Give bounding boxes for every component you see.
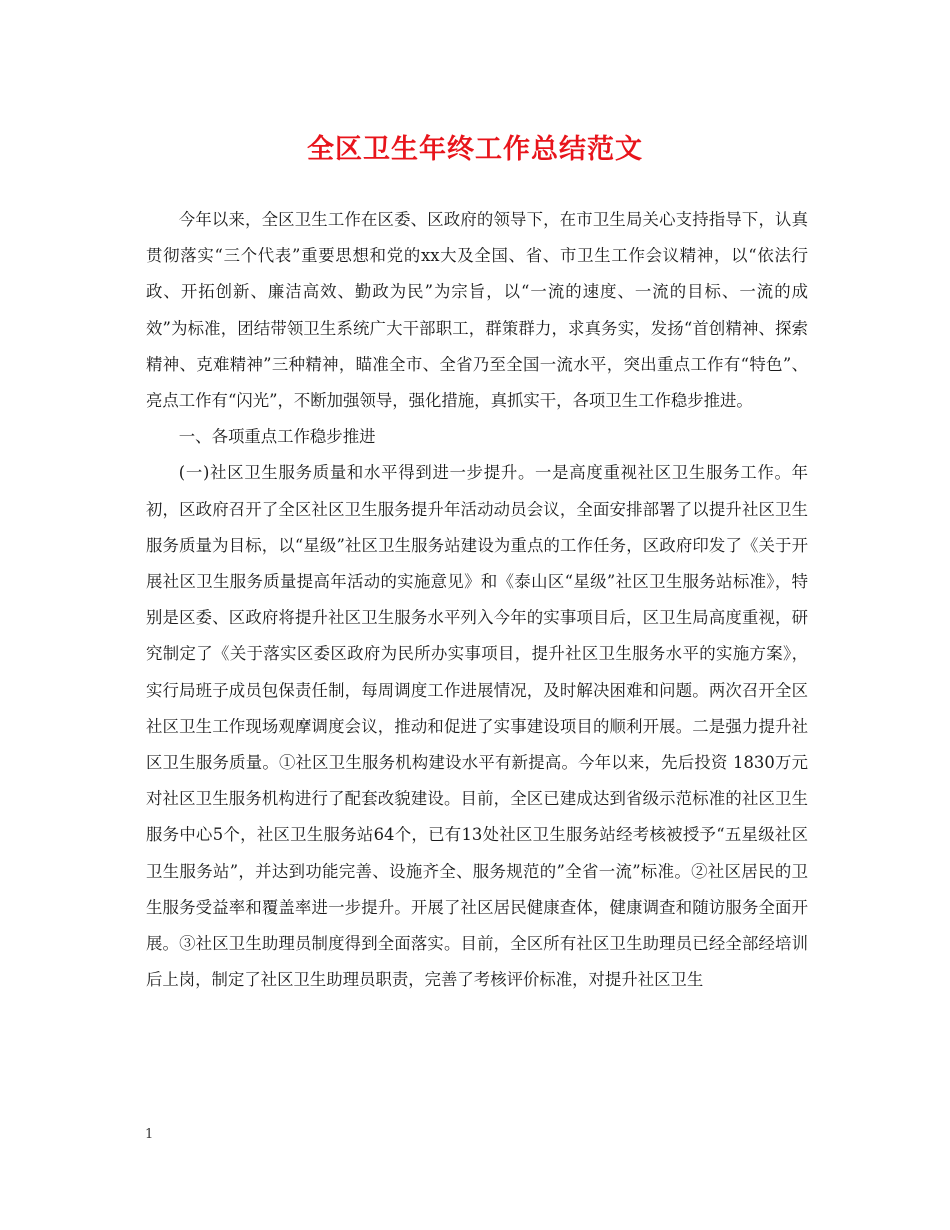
document-title: 全区卫生年终工作总结范文 bbox=[307, 134, 643, 165]
intro-paragraph: 今年以来，全区卫生工作在区委、区政府的领导下，在市卫生局关心支持指导下，认真贯彻落实“三个代表”重要思想和党的xx大及全国、省、市卫生工作会议精神，以“依法行政、开拓创新、廉洁高效、勤政为民”为宗旨，以“一流的速度、一流的目标、一流的成效”为标准，团结带领卫生系统广大干部职工，群策群力，求真务实，发扬“首创精神、探索精神、克难精神”三种精神，瞄准全市、全省乃至全国一流水平，突出重点工作有“特色”、亮点工作有“闪光”，不断加强领导，强化措施，真抓实干，各项卫生工作稳步推进。 bbox=[146, 210, 808, 411]
page-number: 1 bbox=[145, 1127, 154, 1142]
document-body bbox=[146, 202, 808, 998]
section-paragraph: (一)社区卫生服务质量和水平得到进一步提升。一是高度重视社区卫生服务工作。年初，区政府召开了全区社区卫生服务提升年活动动员会议，全面安排部署了以提升社区卫生服务质量为目标，以“星级”社区卫生服务站建设为重点的工作任务，区政府印发了《关于开展社区卫生服务质量提高年活动的实施意见》和《泰山区“星级”社区卫生服务站标准》，特别是区委、区政府将提升社区卫生服务水平列入今年的实事项目后，区卫生局高度重视，研究制定了《关于落实区委区政府为民所办实事项目，提升社区卫生服务水平的实施方案》，实行局班子成员包保责任制，每周调度工作进展情况，及时解决困难和问题。两次召开全区社区卫生工作现场观摩调度会议，推动和促进了实事建设项目的顺利开展。二是强力提升社区卫生服务质量。①社区卫生服务机构建设水平有新提高。今年以来，先后投资 1830万元对社区卫生服务机构进行了配套改貌建设。目前，全区已建成达到省级示范标准的社区卫生服务中心5个，社区卫生服务站64个，已有13处社区卫生服务站经考核被授予“五星级社区卫生服务站”，并达到功能完善、设施齐全、服务规范的”全省一流”标准。②社区居民的卫生服务受益率和覆盖率进一步提升。开展了社区居民健康查体，健康调查和随访服务全面开展。③社区卫生助理员制度得到全面落实。目前，全区所有社区卫生助理员已经全部经培训后上岗，制定了社区卫生助理员职责，完善了考核评价标准，对提升社区卫生 bbox=[146, 463, 808, 990]
section-heading: 一、各项重点工作稳步推进 bbox=[178, 427, 376, 447]
